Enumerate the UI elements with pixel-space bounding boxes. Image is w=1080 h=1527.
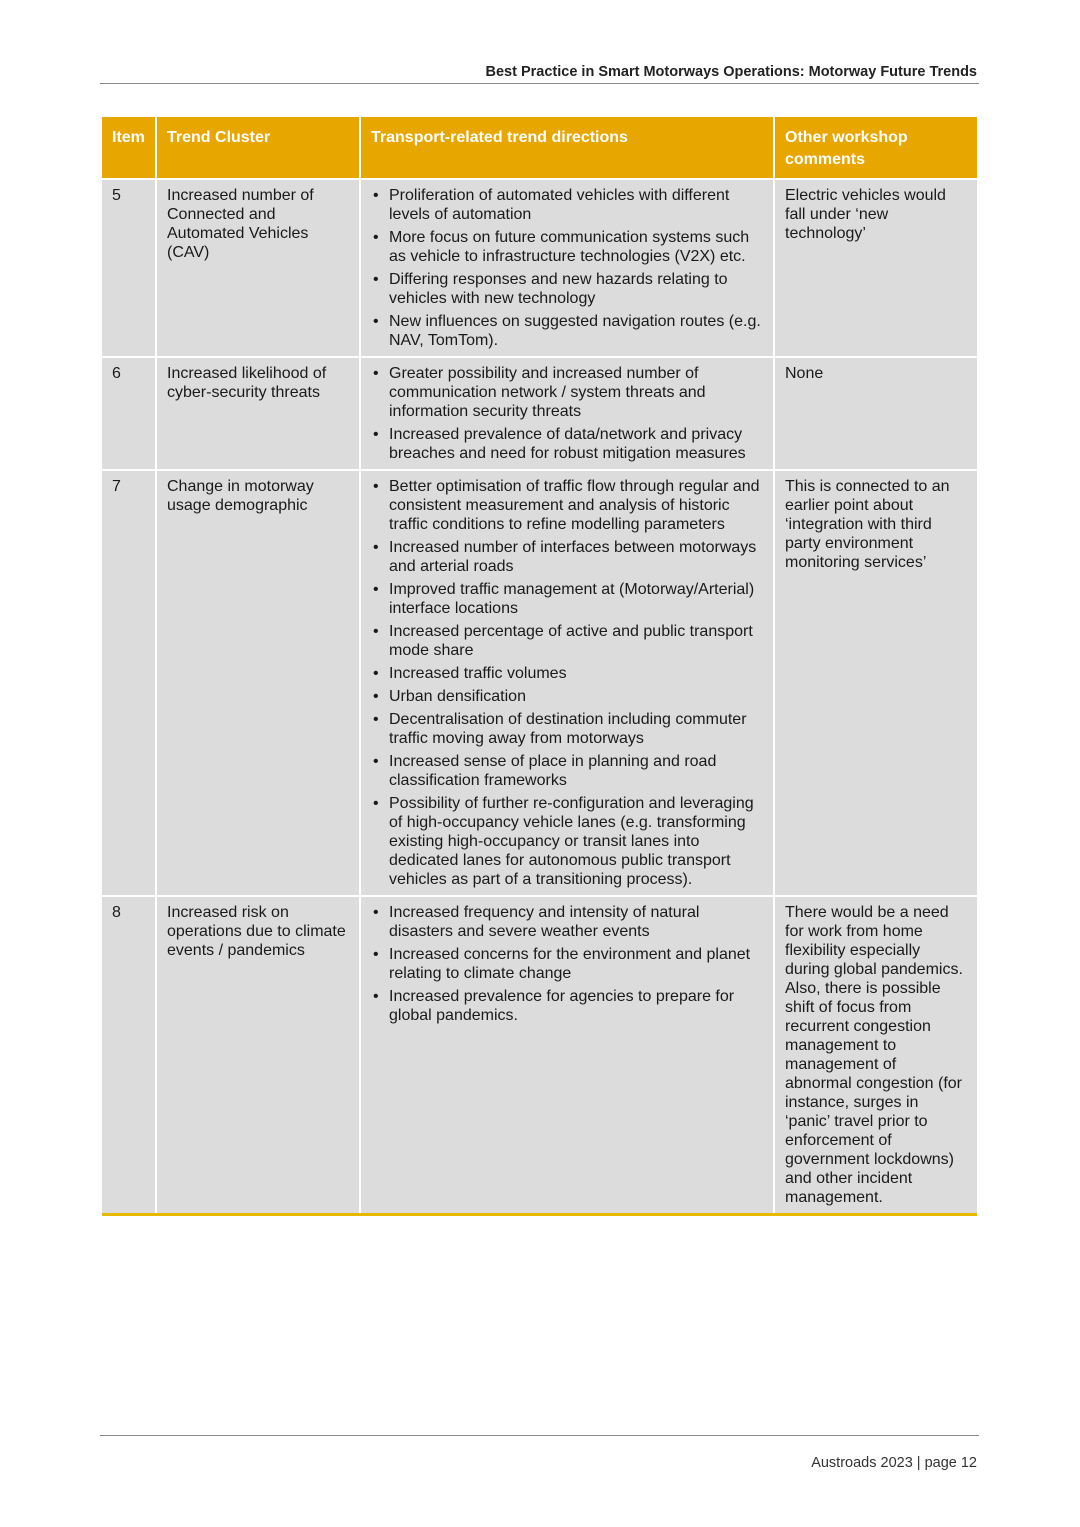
- cell-item-number: 5: [102, 179, 156, 357]
- list-item: • Increased percentage of active and public transport mode share: [371, 622, 763, 660]
- list-item: • Increased frequency and intensity of natural disasters and severe weather events: [371, 903, 763, 941]
- list-item: • Urban densification: [371, 687, 763, 706]
- cell-trend-cluster: Increased risk on operations due to climate events / pandemics: [156, 896, 360, 1215]
- page-footer: Austroads 2023 | page 12: [811, 1455, 977, 1471]
- list-item: • Increased sense of place in planning and road classification frameworks: [371, 752, 763, 790]
- table-header-row: [102, 117, 977, 179]
- list-item: • Proliferation of automated vehicles with different levels of automation: [371, 186, 763, 224]
- list-item: • Increased traffic volumes: [371, 664, 763, 683]
- column-header-trend-cluster: Trend Cluster: [156, 117, 360, 179]
- cell-trend-cluster: Increased likelihood of cyber-security threats: [156, 357, 360, 470]
- cell-item-number: 7: [102, 470, 156, 896]
- cell-item-number: 8: [102, 896, 156, 1215]
- list-item: • Increased number of interfaces between motorways and arterial roads: [371, 538, 763, 576]
- list-item: • Increased concerns for the environment and planet relating to climate change: [371, 945, 763, 983]
- list-item: • More focus on future communication systems such as vehicle to infrastructure technologies (V2X) etc.: [371, 228, 763, 266]
- table-body: [102, 179, 977, 1215]
- trend-directions-list: [371, 364, 763, 463]
- cell-trend-directions: [360, 470, 774, 896]
- page-header-title: Best Practice in Smart Motorways Operations: Motorway Future Trends: [485, 64, 977, 80]
- list-item: • Improved traffic management at (Motorway/Arterial) interface locations: [371, 580, 763, 618]
- header-divider: [100, 83, 979, 84]
- cell-item-number: 6: [102, 357, 156, 470]
- footer-divider: [100, 1435, 979, 1436]
- cell-trend-directions: [360, 357, 774, 470]
- table-row: [102, 470, 977, 896]
- trend-directions-list: [371, 477, 763, 889]
- list-item: • Increased prevalence for agencies to prepare for global pandemics.: [371, 987, 763, 1025]
- list-item: • Better optimisation of traffic flow through regular and consistent measurement and analysis of historic traffic conditions to refine modelling parameters: [371, 477, 763, 534]
- list-item: • Possibility of further re-configuration and leveraging of high-occupancy vehicle lanes (e.g. transforming existing high-occupancy or transit lanes into dedicated lanes for autonomous public transport vehicles as part of a transitioning process).: [371, 794, 763, 889]
- column-header-workshop-comments: Other workshop comments: [774, 117, 977, 179]
- cell-workshop-comments: This is connected to an earlier point about ‘integration with third party environment monitoring services’: [774, 470, 977, 896]
- cell-workshop-comments: None: [774, 357, 977, 470]
- column-header-trend-directions: Transport-related trend directions: [360, 117, 774, 179]
- table-row: [102, 896, 977, 1215]
- cell-workshop-comments: Electric vehicles would fall under ‘new technology’: [774, 179, 977, 357]
- list-item: • New influences on suggested navigation routes (e.g. NAV, TomTom).: [371, 312, 763, 350]
- trend-directions-list: [371, 186, 763, 350]
- list-item: • Differing responses and new hazards relating to vehicles with new technology: [371, 270, 763, 308]
- cell-trend-directions: [360, 179, 774, 357]
- table-row: [102, 357, 977, 470]
- column-header-item: Item: [102, 117, 156, 179]
- cell-trend-cluster: Increased number of Connected and Automated Vehicles (CAV): [156, 179, 360, 357]
- trends-table: [102, 117, 977, 1216]
- trends-table-container: [102, 117, 977, 1216]
- cell-workshop-comments: There would be a need for work from home flexibility especially during global pandemics. Also, there is possible shift of focus from recurrent congestion management to management of abnormal congestion (for instance, surges in ‘panic’ travel prior to enforcement of government lockdowns) and other incident management.: [774, 896, 977, 1215]
- list-item: • Greater possibility and increased number of communication network / system threats and information security threats: [371, 364, 763, 421]
- list-item: • Increased prevalence of data/network and privacy breaches and need for robust mitigation measures: [371, 425, 763, 463]
- cell-trend-cluster: Change in motorway usage demographic: [156, 470, 360, 896]
- trend-directions-list: [371, 903, 763, 1025]
- list-item: • Decentralisation of destination including commuter traffic moving away from motorways: [371, 710, 763, 748]
- cell-trend-directions: [360, 896, 774, 1215]
- table-row: [102, 179, 977, 357]
